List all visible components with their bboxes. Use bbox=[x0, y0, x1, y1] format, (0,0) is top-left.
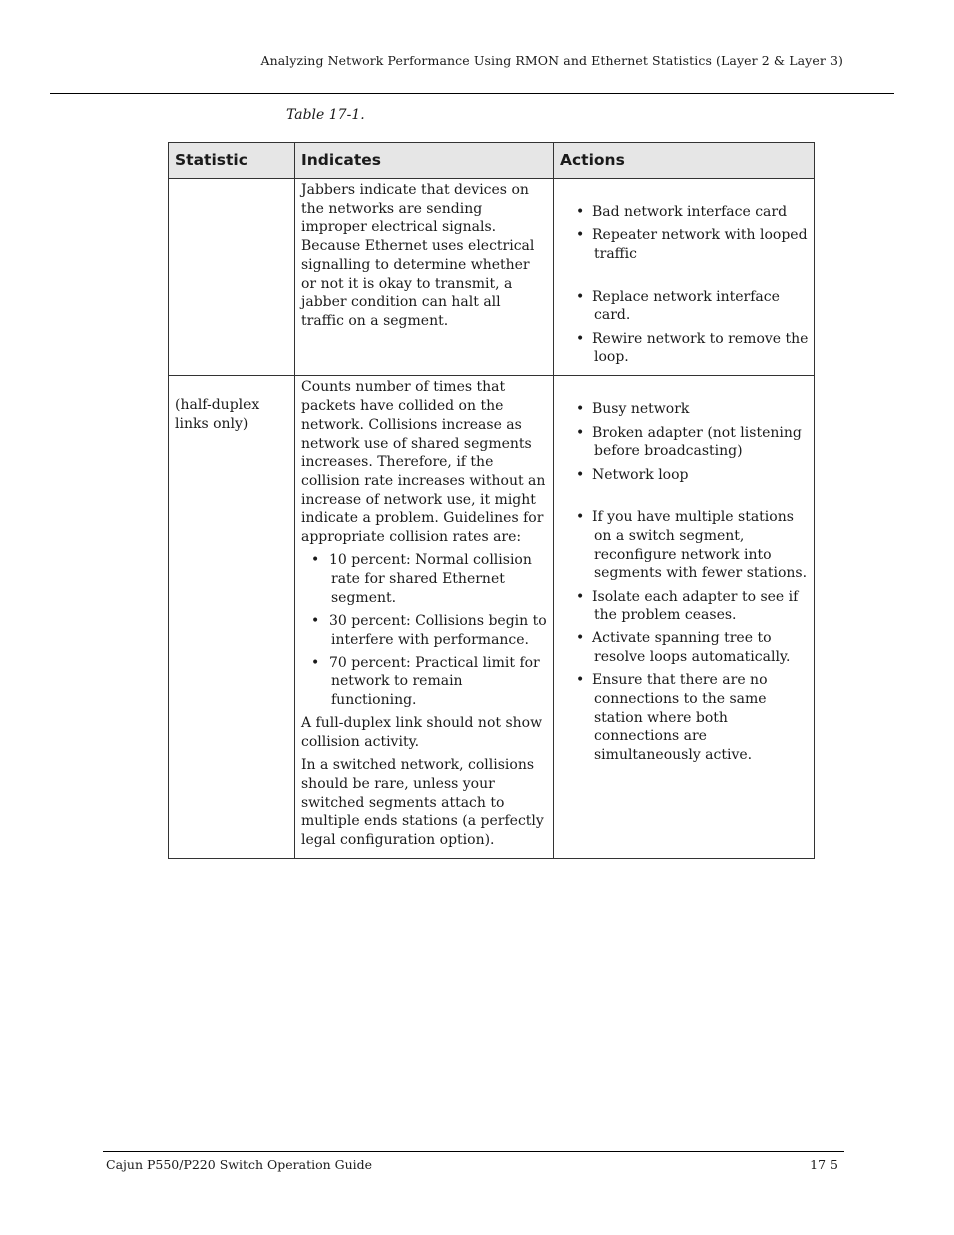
list-item: • Activate spanning tree to resolve loops automatically. bbox=[560, 629, 809, 666]
table-row bbox=[169, 376, 815, 859]
table-row bbox=[169, 179, 815, 376]
guidelines-list bbox=[301, 551, 548, 710]
causes-list bbox=[560, 203, 809, 264]
list-item: • Replace network interface card. bbox=[560, 288, 809, 325]
footer-rule bbox=[103, 1151, 844, 1152]
table-caption: Table 17-1. bbox=[286, 107, 365, 123]
column-header-statistic: Statistic bbox=[169, 143, 295, 179]
table-header-row bbox=[169, 143, 815, 179]
footer-guide-title: Cajun P550/P220 Switch Operation Guide bbox=[106, 1157, 373, 1172]
remedies-list bbox=[560, 508, 809, 765]
list-item: • Busy network bbox=[560, 400, 809, 419]
list-item: • Bad network interface card bbox=[560, 203, 809, 222]
list-item: • 70 percent: Practical limit for network to remain functioning. bbox=[301, 654, 548, 710]
remedies-list bbox=[560, 288, 809, 367]
list-item: • Repeater network with looped traffic bbox=[560, 226, 809, 263]
list-item: • Rewire network to remove the loop. bbox=[560, 330, 809, 367]
footer-page-number: 17 5 bbox=[810, 1157, 838, 1172]
list-item: • Ensure that there are no connections to the same station where both connections are simultaneously active. bbox=[560, 671, 809, 765]
indicates-cell bbox=[295, 376, 554, 859]
list-item: • Isolate each adapter to see if the problem ceases. bbox=[560, 588, 809, 625]
statistic-cell: (half-duplex links only) bbox=[169, 376, 295, 859]
actions-cell bbox=[554, 376, 815, 859]
indicates-text: Counts number of times that packets have collided on the network. Collisions increase as network use of shared segments increases. Therefore, if the collision rate increases without an increase of network use, it might indicate a problem. Guidelines for appropriate collision rates are: bbox=[301, 379, 546, 546]
statistics-table bbox=[168, 142, 815, 859]
indicates-note: In a switched network, collisions should be rare, unless your switched segments attach to multiple ends stations (a perfectly legal configuration option). bbox=[301, 757, 544, 849]
statistic-cell bbox=[169, 179, 295, 376]
indicates-cell bbox=[295, 179, 554, 376]
running-header: Analyzing Network Performance Using RMON and Ethernet Statistics (Layer 2 & Layer 3) bbox=[260, 53, 843, 68]
causes-list bbox=[560, 400, 809, 484]
list-item: • Network loop bbox=[560, 466, 809, 485]
header-rule bbox=[50, 93, 894, 94]
actions-cell bbox=[554, 179, 815, 376]
column-header-indicates: Indicates bbox=[295, 143, 554, 179]
list-item: • 10 percent: Normal collision rate for shared Ethernet segment. bbox=[301, 551, 548, 607]
list-item: • If you have multiple stations on a switch segment, reconfigure network into segments with fewer stations. bbox=[560, 508, 809, 583]
indicates-text: Jabbers indicate that devices on the networks are sending improper electrical signals. Because Ethernet uses electrical signalling to determine whether or not it is okay to transmit, a jabber condition can halt all traffic on a segment. bbox=[301, 182, 535, 329]
list-item: • Broken adapter (not listening before broadcasting) bbox=[560, 424, 809, 461]
column-header-actions: Actions bbox=[554, 143, 815, 179]
indicates-note: A full-duplex link should not show collision activity. bbox=[301, 715, 543, 751]
list-item: • 30 percent: Collisions begin to interfere with performance. bbox=[301, 612, 548, 649]
